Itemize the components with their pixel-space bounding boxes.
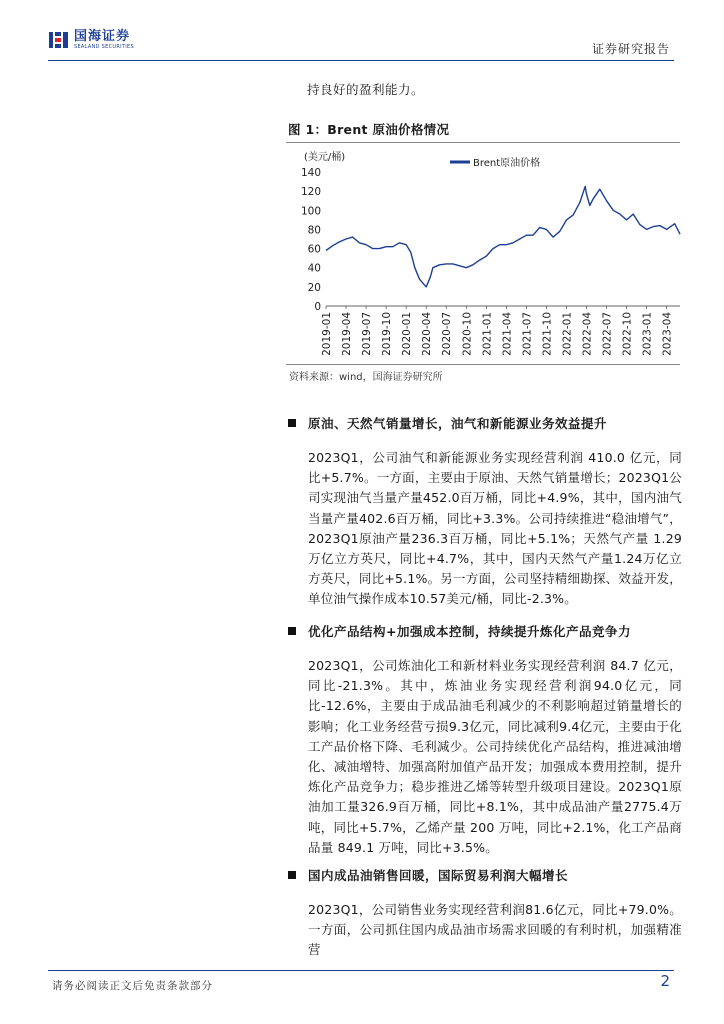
square-bullet-icon — [288, 419, 296, 427]
x-tick-label: 2020-01 — [401, 312, 414, 356]
y-tick-label: 40 — [307, 262, 321, 275]
logo-name: 国海证券 — [74, 29, 131, 44]
section-paragraph: 2023Q1，公司油气和新能源业务实现经营利润 410.0 亿元，同比+5.7%。一方面，主要由于原油、天然气销量增长；2023Q1公司实现油气当量产量452.0百万桶，同比+4.9%，其中，国内油气当量产量402.6百万桶，同比+3.3%。公司持续推进“稳油增气”，2023Q1原油产量236.3百万桶，同比+5.1%；天然气产量 1.29 万亿立方英尺，同比+4.7%，其中，国内天然气产量1.24万亿立方英尺，同比+5.1%。另一方面，公司坚持精细勘探、效益开发，单位油气操作成本10.57美元/桶，同比-2.3%。 — [308, 450, 682, 607]
section-refining — [288, 622, 682, 858]
footer-divider — [48, 970, 674, 971]
x-tick-label: 2022-01 — [561, 312, 574, 356]
x-tick-label: 2022-04 — [581, 312, 594, 356]
section-heading — [288, 414, 682, 432]
y-tick-label: 20 — [307, 281, 321, 294]
x-tick-label: 2019-07 — [361, 312, 374, 356]
section-heading — [288, 622, 682, 640]
x-tick-label: 2021-01 — [481, 312, 494, 356]
logo-english: SEALAND SECURITIES — [74, 44, 134, 50]
square-bullet-icon — [288, 627, 296, 635]
footer-disclaimer: 请务必阅读正文后免责条款部分 — [52, 980, 213, 992]
y-tick-label: 80 — [307, 224, 321, 237]
x-tick-label: 2022-10 — [621, 312, 634, 356]
page-number: 2 — [660, 972, 670, 990]
section-marketing — [288, 866, 682, 961]
y-tick-label: 60 — [307, 243, 321, 256]
x-tick-label: 2019-04 — [341, 312, 354, 356]
section-paragraph: 2023Q1，公司销售业务实现经营利润81.6亿元，同比+79.0%。一方面，公司抓住国内成品油市场需求回暖的有利时机，加强精准营 — [308, 902, 682, 958]
y-tick-label: 100 — [300, 205, 321, 218]
section-heading-text: 国内成品油销售回暖，国际贸易利润大幅增长 — [308, 868, 569, 883]
figure-top-rule — [286, 142, 680, 143]
sealand-logo-icon — [48, 30, 70, 50]
header-divider — [48, 60, 674, 61]
report-type: 证券研究报告 — [591, 42, 670, 56]
x-tick-label: 2019-01 — [321, 312, 333, 356]
x-tick-label: 2020-07 — [441, 312, 454, 356]
figure-title: 图 1：Brent 原油价格情况 — [288, 122, 450, 137]
section-heading-text: 原油、天然气销量增长，油气和新能源业务效益提升 — [308, 416, 608, 431]
brent-price-chart — [290, 146, 690, 362]
y-tick-label: 140 — [300, 167, 321, 179]
company-logo — [48, 30, 134, 50]
x-tick-label: 2019-10 — [381, 312, 394, 356]
section-paragraph: 2023Q1，公司炼油化工和新材料业务实现经营利润 84.7 亿元，同比-21.3%。其中，炼油业务实现经营利润94.0亿元，同比-12.6%，主要由于成品油毛利减少的不利影响超过销量增长的影响；化工业务经营亏损9.3亿元，同比减利9.4亿元，主要由于化工产品价格下降、毛利减少。公司持续优化产品结构，推进减油增化、减油增特、加强高附加值产品开发；加强成本费用控制，提升炼化产品竞争力；稳步推进乙烯等转型升级项目建设。2023Q1原油加工量326.9百万桶，同比+8.1%，其中成品油产量2775.4万吨，同比+5.7%，乙烯产量 200 万吨，同比+2.1%，化工产品商品量 849.1 万吨，同比+3.5%。 — [308, 658, 682, 855]
page-header — [0, 0, 724, 62]
x-tick-label: 2023-01 — [641, 312, 654, 356]
x-tick-label: 2021-04 — [501, 312, 514, 356]
chart-legend — [450, 156, 540, 169]
figure-bottom-rule — [286, 364, 680, 365]
y-tick-label: 0 — [314, 301, 321, 313]
y-axis-label: (美元/桶) — [304, 152, 346, 163]
figure-source: 资料来源：wind，国海证券研究所 — [289, 372, 443, 383]
x-tick-label: 2020-04 — [421, 312, 434, 356]
intro-text: 持良好的盈利能力。 — [307, 82, 425, 97]
square-bullet-icon — [288, 871, 296, 879]
brent-price-line — [326, 186, 680, 287]
x-tick-label: 2020-10 — [461, 312, 474, 356]
x-tick-label: 2023-04 — [661, 312, 674, 356]
x-tick-label: 2022-07 — [601, 312, 614, 356]
legend-label: Brent原油价格 — [473, 158, 541, 169]
y-tick-label: 120 — [300, 186, 321, 199]
section-oil-gas — [288, 414, 682, 610]
section-heading-text: 优化产品结构+加强成本控制，持续提升炼化产品竞争力 — [308, 624, 631, 639]
x-tick-label: 2021-07 — [521, 312, 534, 356]
x-tick-label: 2021-10 — [541, 312, 554, 356]
section-heading — [288, 866, 682, 884]
